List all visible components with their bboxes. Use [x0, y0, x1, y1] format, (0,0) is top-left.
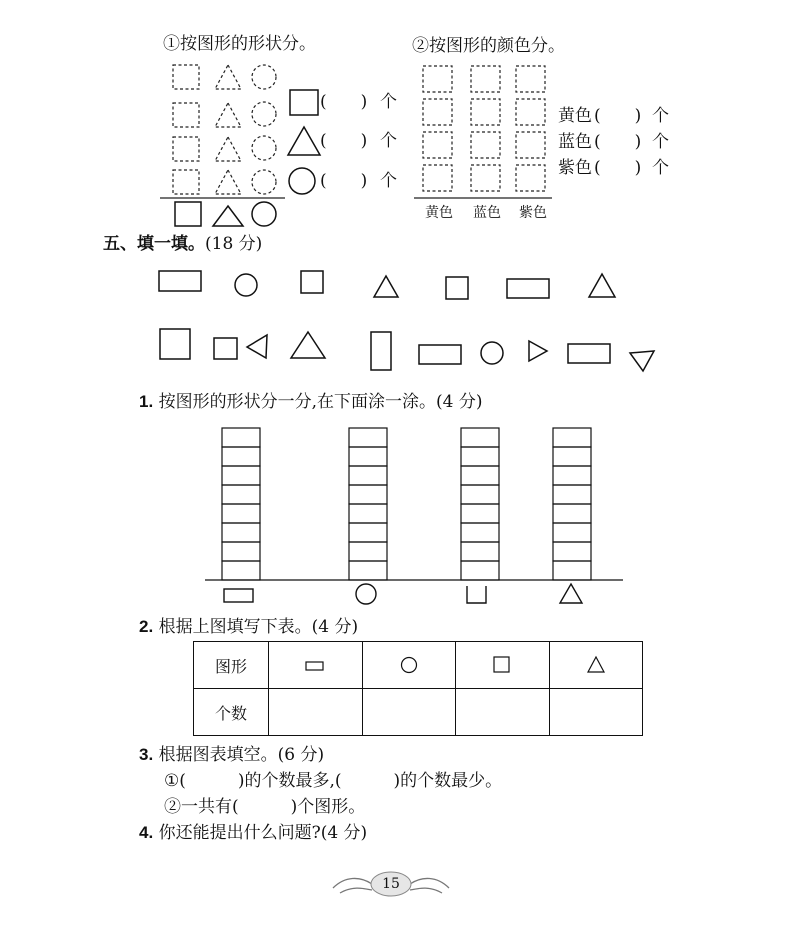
- left-flourish: [333, 878, 372, 888]
- square-count-unit: 个: [380, 92, 397, 112]
- row-header-shape: 图形: [194, 642, 269, 689]
- q1-text: 按图形的形状分一分,在下面涂一涂。(4 分): [158, 392, 483, 412]
- q2-number: 2.: [139, 617, 154, 636]
- color-sort-title: ②按图形的颜色分。: [412, 36, 565, 56]
- purple-label: 紫色: [558, 158, 592, 178]
- yellow-paren: ( ): [594, 106, 642, 126]
- column-yellow: 黄色: [425, 205, 453, 221]
- q2-text: 根据上图填写下表。(4 分): [158, 617, 359, 637]
- circle-count-unit: 个: [380, 171, 397, 191]
- triangle-count-paren: ( ): [320, 131, 368, 151]
- section-title: 五、填一填。: [103, 234, 205, 254]
- q4-number: 4.: [139, 823, 154, 842]
- column-blue: 蓝色: [473, 205, 501, 221]
- triangle-count-unit: 个: [380, 131, 397, 151]
- q3-number: 3.: [139, 745, 154, 764]
- q3-text: 根据图表填空。(6 分): [158, 745, 325, 765]
- q3-line2-start: ②一共有(: [164, 797, 239, 817]
- right-flourish: [410, 878, 449, 888]
- purple-paren: ( ): [594, 158, 642, 178]
- q3-line1-end: )的个数最少。: [393, 771, 503, 791]
- row-header-count: 个数: [194, 689, 269, 736]
- section-score: (18 分): [205, 234, 263, 254]
- blue-unit: 个: [652, 132, 669, 152]
- square-count-paren: ( ): [320, 92, 368, 112]
- blue-label: 蓝色: [558, 132, 592, 152]
- q3-line1-middle: )的个数最多,(: [237, 771, 342, 791]
- purple-unit: 个: [652, 158, 669, 178]
- column-purple: 紫色: [519, 205, 547, 221]
- yellow-unit: 个: [652, 106, 669, 126]
- yellow-label: 黄色: [558, 106, 592, 126]
- q4-text: 你还能提出什么问题?(4 分): [158, 823, 368, 843]
- q3-line1-start: ①(: [164, 771, 186, 791]
- circle-count-paren: ( ): [320, 171, 368, 191]
- q3-line2-end: )个图形。: [290, 797, 366, 817]
- shape-sort-title: ①按图形的形状分。: [163, 34, 316, 54]
- page-number: 15: [382, 876, 400, 892]
- q1-number: 1.: [139, 392, 154, 411]
- blue-paren: ( ): [594, 132, 642, 152]
